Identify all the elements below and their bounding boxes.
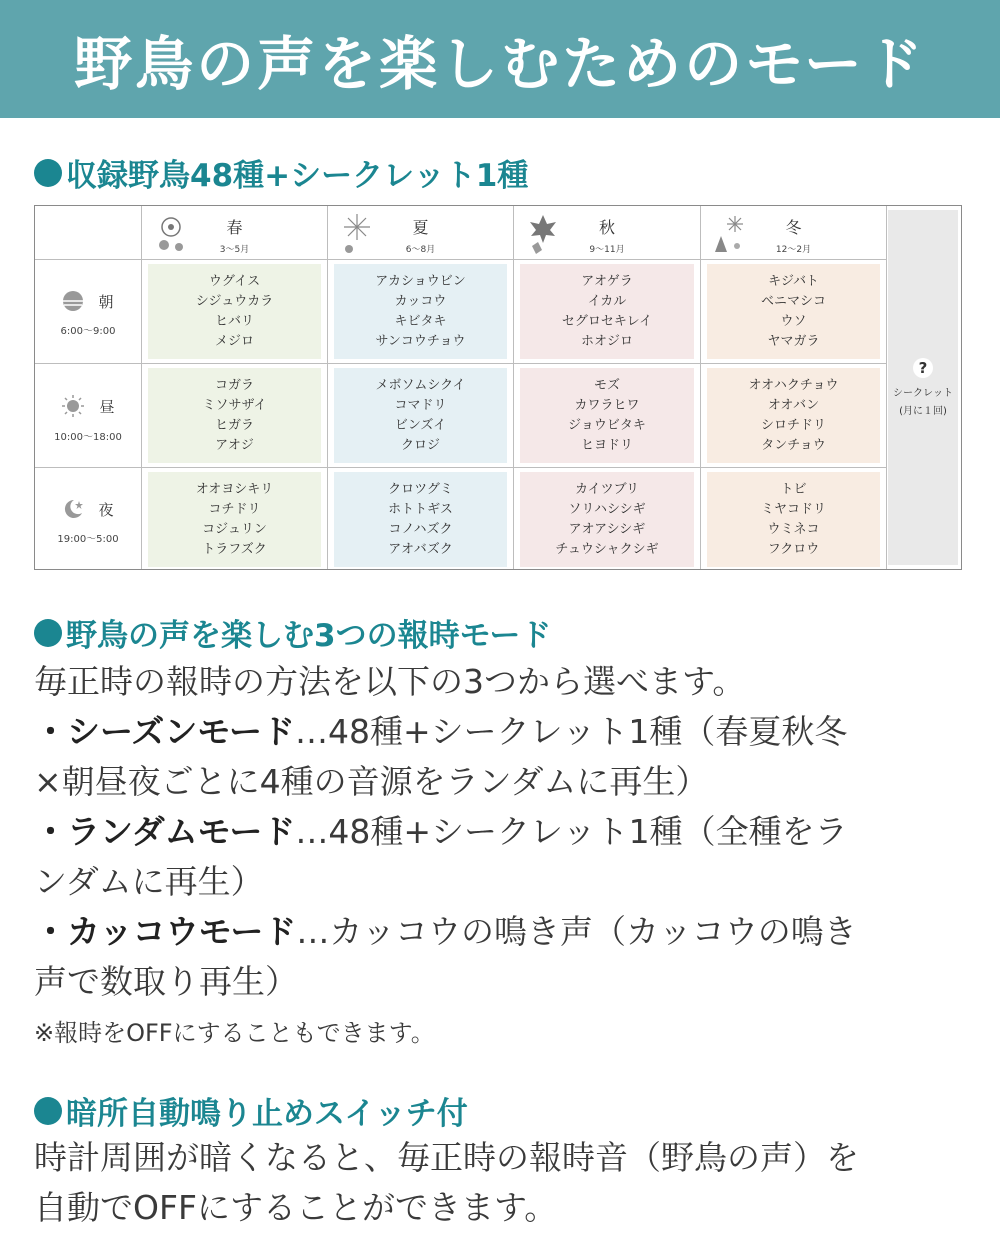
- mode-random-line1: [34, 807, 974, 857]
- time-name: 朝: [98, 292, 114, 311]
- species-name: ヒバリ: [214, 313, 254, 329]
- species-name: イカル: [587, 293, 627, 309]
- time-name: 昼: [99, 397, 115, 416]
- species-name: ミヤコドリ: [760, 501, 826, 517]
- season-header-autumn: [514, 206, 700, 259]
- species-cell-autumn-morning: [520, 264, 694, 359]
- species-cell-autumn-daytime: [520, 368, 694, 463]
- species-name: クロジ: [400, 437, 440, 453]
- species-name: アオジ: [215, 437, 254, 453]
- species-name: シロチドリ: [760, 417, 826, 433]
- snowflake-tree-icon: [713, 212, 747, 256]
- season-header-winter: [701, 206, 886, 259]
- question-mark-icon: ?: [913, 358, 933, 378]
- sun-icon: [61, 394, 85, 418]
- species-name: アカショウビン: [375, 273, 466, 289]
- bird-schedule-table: [34, 205, 962, 570]
- table-divider: [886, 206, 887, 569]
- species-name: ウソ: [780, 313, 807, 329]
- season-range: 6～8月: [405, 245, 436, 255]
- mode-random-name: ランダムモード: [67, 812, 296, 851]
- section-heading-birds-text: 収録野鳥48種+シークレット1種: [66, 158, 529, 194]
- season-range: 12～2月: [775, 245, 812, 255]
- species-name: カッコウ: [394, 293, 447, 309]
- time-range: 10:00～18:00: [54, 432, 122, 443]
- species-name: カイツブリ: [574, 481, 640, 497]
- mode-random-desc: …48種+シークレット1種（全種をラ: [295, 812, 848, 851]
- mode-season-desc: …48種+シークレット1種（春夏秋冬: [295, 712, 848, 751]
- time-header-morning: [35, 260, 141, 363]
- species-cell-winter-night: [707, 472, 880, 567]
- table-divider: [700, 206, 701, 569]
- season-range: 9～11月: [589, 245, 625, 255]
- dark-switch-line1: 時計周囲が暗くなると、毎正時の報時音（野鳥の声）を: [34, 1138, 859, 1177]
- table-divider: [35, 259, 887, 260]
- species-cell-summer-daytime: [334, 368, 507, 463]
- mode-season-line2: ×朝昼夜ごとに4種の音源をランダムに再生）: [34, 762, 709, 801]
- species-cell-spring-daytime: [148, 368, 321, 463]
- secret-note: (月に１回): [899, 406, 947, 417]
- species-name: サンコウチョウ: [375, 333, 466, 349]
- modes-description: [34, 657, 974, 1007]
- species-name: オオハクチョウ: [748, 377, 839, 393]
- mode-bullet: ・: [34, 712, 67, 751]
- species-name: ミソサザイ: [202, 397, 267, 413]
- species-name: ジョウビタキ: [568, 417, 646, 433]
- mode-cuckoo-line1: [34, 907, 974, 957]
- mode-random-line2: ンダムに再生）: [34, 862, 264, 901]
- section-heading-dark-switch: [34, 1088, 468, 1133]
- species-name: カワラヒワ: [574, 397, 640, 413]
- species-name: モズ: [593, 377, 620, 393]
- species-cell-summer-night: [334, 472, 507, 567]
- season-range: 3～5月: [219, 245, 250, 255]
- species-cell-summer-morning: [334, 264, 507, 359]
- modes-intro: 毎正時の報時の方法を以下の3つから選べます。: [34, 662, 746, 701]
- season-header-summer: [328, 206, 513, 259]
- mode-bullet: ・: [34, 912, 67, 951]
- species-name: ヒヨドリ: [580, 437, 633, 453]
- species-cell-spring-night: [148, 472, 321, 567]
- season-header-spring: [142, 206, 327, 259]
- time-range: 6:00～9:00: [60, 326, 116, 337]
- species-name: シジュウカラ: [195, 293, 274, 309]
- mode-season-line1: [34, 707, 974, 757]
- section-heading-modes-text: 野鳥の声を楽しむ3つの報時モード: [66, 618, 552, 654]
- mode-season-name: シーズンモード: [67, 712, 296, 751]
- table-divider: [327, 206, 328, 569]
- species-name: フクロウ: [767, 541, 820, 557]
- species-name: チュウシャクシギ: [555, 541, 659, 557]
- species-name: トラフズク: [202, 541, 267, 557]
- page-title: 野鳥の声を楽しむためのモード: [74, 30, 926, 98]
- season-name: 夏: [412, 218, 429, 237]
- species-cell-spring-morning: [148, 264, 321, 359]
- species-name: コガラ: [214, 377, 254, 393]
- section-heading-modes: [34, 610, 551, 655]
- off-note: ※報時をOFFにすることもできます。: [34, 1019, 435, 1047]
- bullet-dot-icon: [34, 1097, 62, 1125]
- moon-star-icon: [62, 498, 84, 520]
- species-name: メジロ: [214, 333, 254, 349]
- table-divider: [141, 206, 142, 569]
- species-name: コチドリ: [208, 501, 261, 517]
- species-name: ベニマシコ: [760, 293, 826, 309]
- species-cell-winter-daytime: [707, 368, 880, 463]
- time-name: 夜: [98, 500, 114, 519]
- section-heading-birds: [34, 150, 528, 195]
- section-heading-dark-switch-text: 暗所自動鳴り止めスイッチ付: [66, 1096, 468, 1132]
- plum-blossom-icon: [154, 212, 188, 256]
- time-header-daytime: [35, 364, 141, 467]
- sunrise-icon: [62, 290, 84, 312]
- table-divider: [35, 467, 887, 468]
- secret-label: シークレット: [893, 388, 953, 399]
- species-name: ヤマガラ: [767, 333, 820, 349]
- species-name: ウグイス: [208, 273, 261, 289]
- species-name: トビ: [780, 481, 807, 497]
- species-name: セグロセキレイ: [561, 313, 653, 329]
- species-name: ソリハシシギ: [568, 501, 646, 517]
- species-name: アオアシシギ: [568, 521, 646, 537]
- species-name: キビタキ: [394, 313, 447, 329]
- bullet-dot-icon: [34, 159, 62, 187]
- mode-cuckoo-desc: …カッコウの鳴き声（カッコウの鳴き: [296, 912, 857, 951]
- species-name: ヒガラ: [214, 417, 254, 433]
- species-name: キジバト: [768, 273, 819, 289]
- species-cell-winter-morning: [707, 264, 880, 359]
- species-name: タンチョウ: [761, 437, 826, 453]
- species-name: ホオジロ: [580, 333, 633, 349]
- species-name: クロツグミ: [388, 481, 453, 497]
- season-name: 秋: [598, 218, 615, 237]
- time-header-night: [35, 468, 141, 571]
- time-range: 19:00～5:00: [57, 534, 119, 545]
- species-name: コノハズク: [388, 521, 453, 537]
- species-name: メボソムシクイ: [375, 377, 466, 393]
- mode-bullet: ・: [34, 812, 67, 851]
- bullet-dot-icon: [34, 619, 62, 647]
- species-cell-autumn-night: [520, 472, 694, 567]
- table-divider: [513, 206, 514, 569]
- dark-switch-line2: 自動でOFFにすることができます。: [34, 1188, 558, 1227]
- title-banner: [0, 0, 1000, 118]
- maple-leaf-icon: [526, 212, 560, 256]
- species-name: オオバン: [767, 397, 820, 413]
- species-name: アオゲラ: [581, 273, 633, 289]
- species-name: コジュリン: [202, 521, 267, 537]
- table-divider: [35, 363, 887, 364]
- species-name: アオバズク: [388, 541, 453, 557]
- season-name: 冬: [785, 218, 802, 237]
- species-name: ホトトギス: [388, 501, 453, 517]
- species-name: ビンズイ: [394, 417, 447, 433]
- secret-column: [888, 210, 958, 565]
- mode-cuckoo-line2: 声で数取り再生）: [34, 962, 298, 1001]
- mode-cuckoo-name: カッコウモード: [67, 912, 297, 951]
- species-name: コマドリ: [394, 397, 447, 413]
- species-name: ウミネコ: [767, 521, 820, 537]
- fireworks-icon: [340, 212, 374, 256]
- species-name: オオヨシキリ: [195, 481, 274, 497]
- season-name: 春: [226, 218, 243, 237]
- dark-switch-description: [34, 1133, 974, 1233]
